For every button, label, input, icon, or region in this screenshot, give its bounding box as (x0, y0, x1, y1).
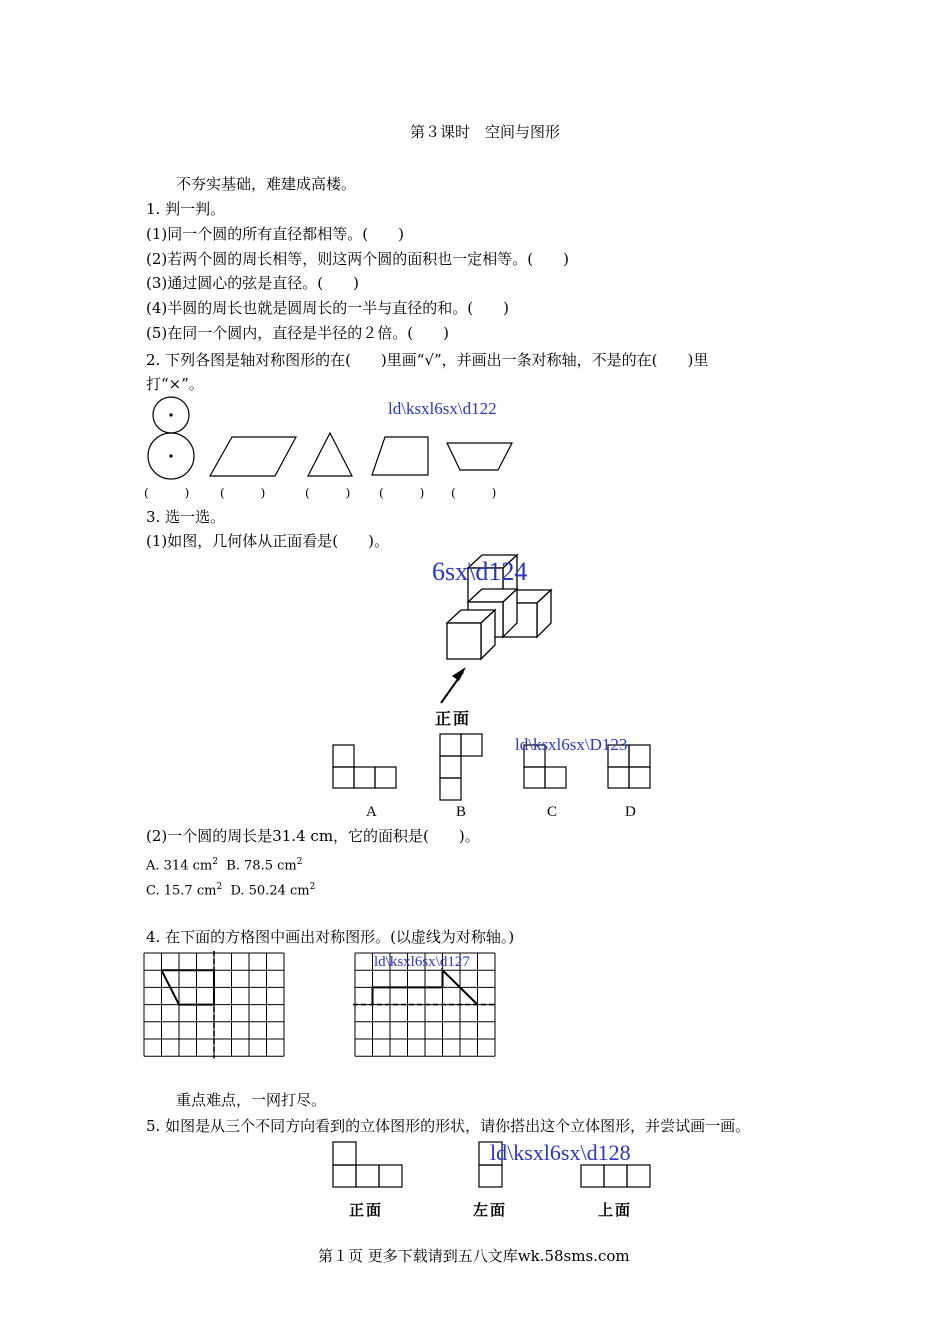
q1-item-5: (5)在同一个圆内，直径是半径的２倍。( ) (146, 324, 449, 342)
q3-figure-code-options: ld\ksxl6sx\D123 (515, 735, 628, 754)
q3-sub-1: (1)如图，几何体从正面看是( )。 (146, 532, 389, 550)
q3-figure-code-top: 6sx\d124 (432, 557, 528, 586)
q3-choice-line-1: A. 314 $cm^2$ B. 78.5 $cm^2$ (146, 857, 303, 874)
q2-bracket-5: ( ) (451, 486, 497, 500)
option-d-label: D (625, 804, 636, 820)
q2-bracket-3: ( ) (305, 486, 351, 500)
page-title: 第３课时 空间与图形 (410, 123, 561, 141)
choice-b: B. 78.5 cm (226, 858, 297, 874)
q4-figure-code: ld\ksxl6sx\d127 (374, 954, 470, 970)
choice-c: C. 15.7 cm (146, 883, 217, 899)
q3-choice-line-2: C. 15.7 $cm^2$ D. 50.24 $cm^2$ (146, 882, 316, 899)
q2-line-1: 2. 下列各图是轴对称图形的在( )里画“√”，并画出一条对称轴，不是的在( )里 (146, 351, 709, 369)
choice-d: D. 50.24 cm (230, 883, 310, 899)
top-view-label: 上面 (598, 1201, 633, 1219)
front-view-label: 正面 (349, 1201, 384, 1219)
option-c-label: C (547, 804, 558, 820)
q1-title: 1. 判一判。 (146, 200, 226, 218)
left-view-label: 左面 (473, 1201, 508, 1219)
q2-figure-code: ld\ksxl6sx\d122 (388, 399, 497, 418)
q3-title: 3. 选一选。 (146, 508, 226, 526)
q1-item-3: (3)通过圆心的弦是直径。( ) (146, 274, 359, 292)
q2-line-2: 打“×”。 (146, 375, 204, 393)
q1-item-4: (4)半圆的周长也就是圆周长的一半与直径的和。( ) (146, 299, 509, 317)
q1-item-2: (2)若两个圆的周长相等，则这两个圆的面积也一定相等。( ) (146, 250, 569, 268)
section-heading-key-points: 重点难点，一网打尽。 (176, 1091, 327, 1109)
page-footer: 第１页 更多下载请到五八文库wk.58sms.com (318, 1247, 630, 1265)
q5-title: 5. 如图是从三个不同方向看到的立体图形的形状，请你搭出这个立体图形，并尝试画一画。 (146, 1117, 751, 1135)
option-b-label: B (456, 804, 467, 820)
choice-a: A. 314 cm (146, 858, 213, 874)
option-a-label: A (366, 804, 377, 820)
section-heading-basics: 不夯实基础，难建成高楼。 (176, 175, 357, 193)
q3-sub-2: (2)一个圆的周长是31.4 cm，它的面积是( )。 (146, 827, 480, 845)
q5-figure-code: ld\ksxl6sx\d128 (490, 1140, 631, 1165)
front-direction-label: 正面 (435, 709, 472, 728)
q1-item-1: (1)同一个圆的所有直径都相等。( ) (146, 225, 404, 243)
q4-title: 4. 在下面的方格图中画出对称图形。(以虚线为对称轴。) (146, 928, 515, 946)
q2-bracket-4: ( ) (379, 486, 425, 500)
q2-bracket-2: ( ) (220, 486, 266, 500)
q2-bracket-1: ( ) (144, 486, 190, 500)
